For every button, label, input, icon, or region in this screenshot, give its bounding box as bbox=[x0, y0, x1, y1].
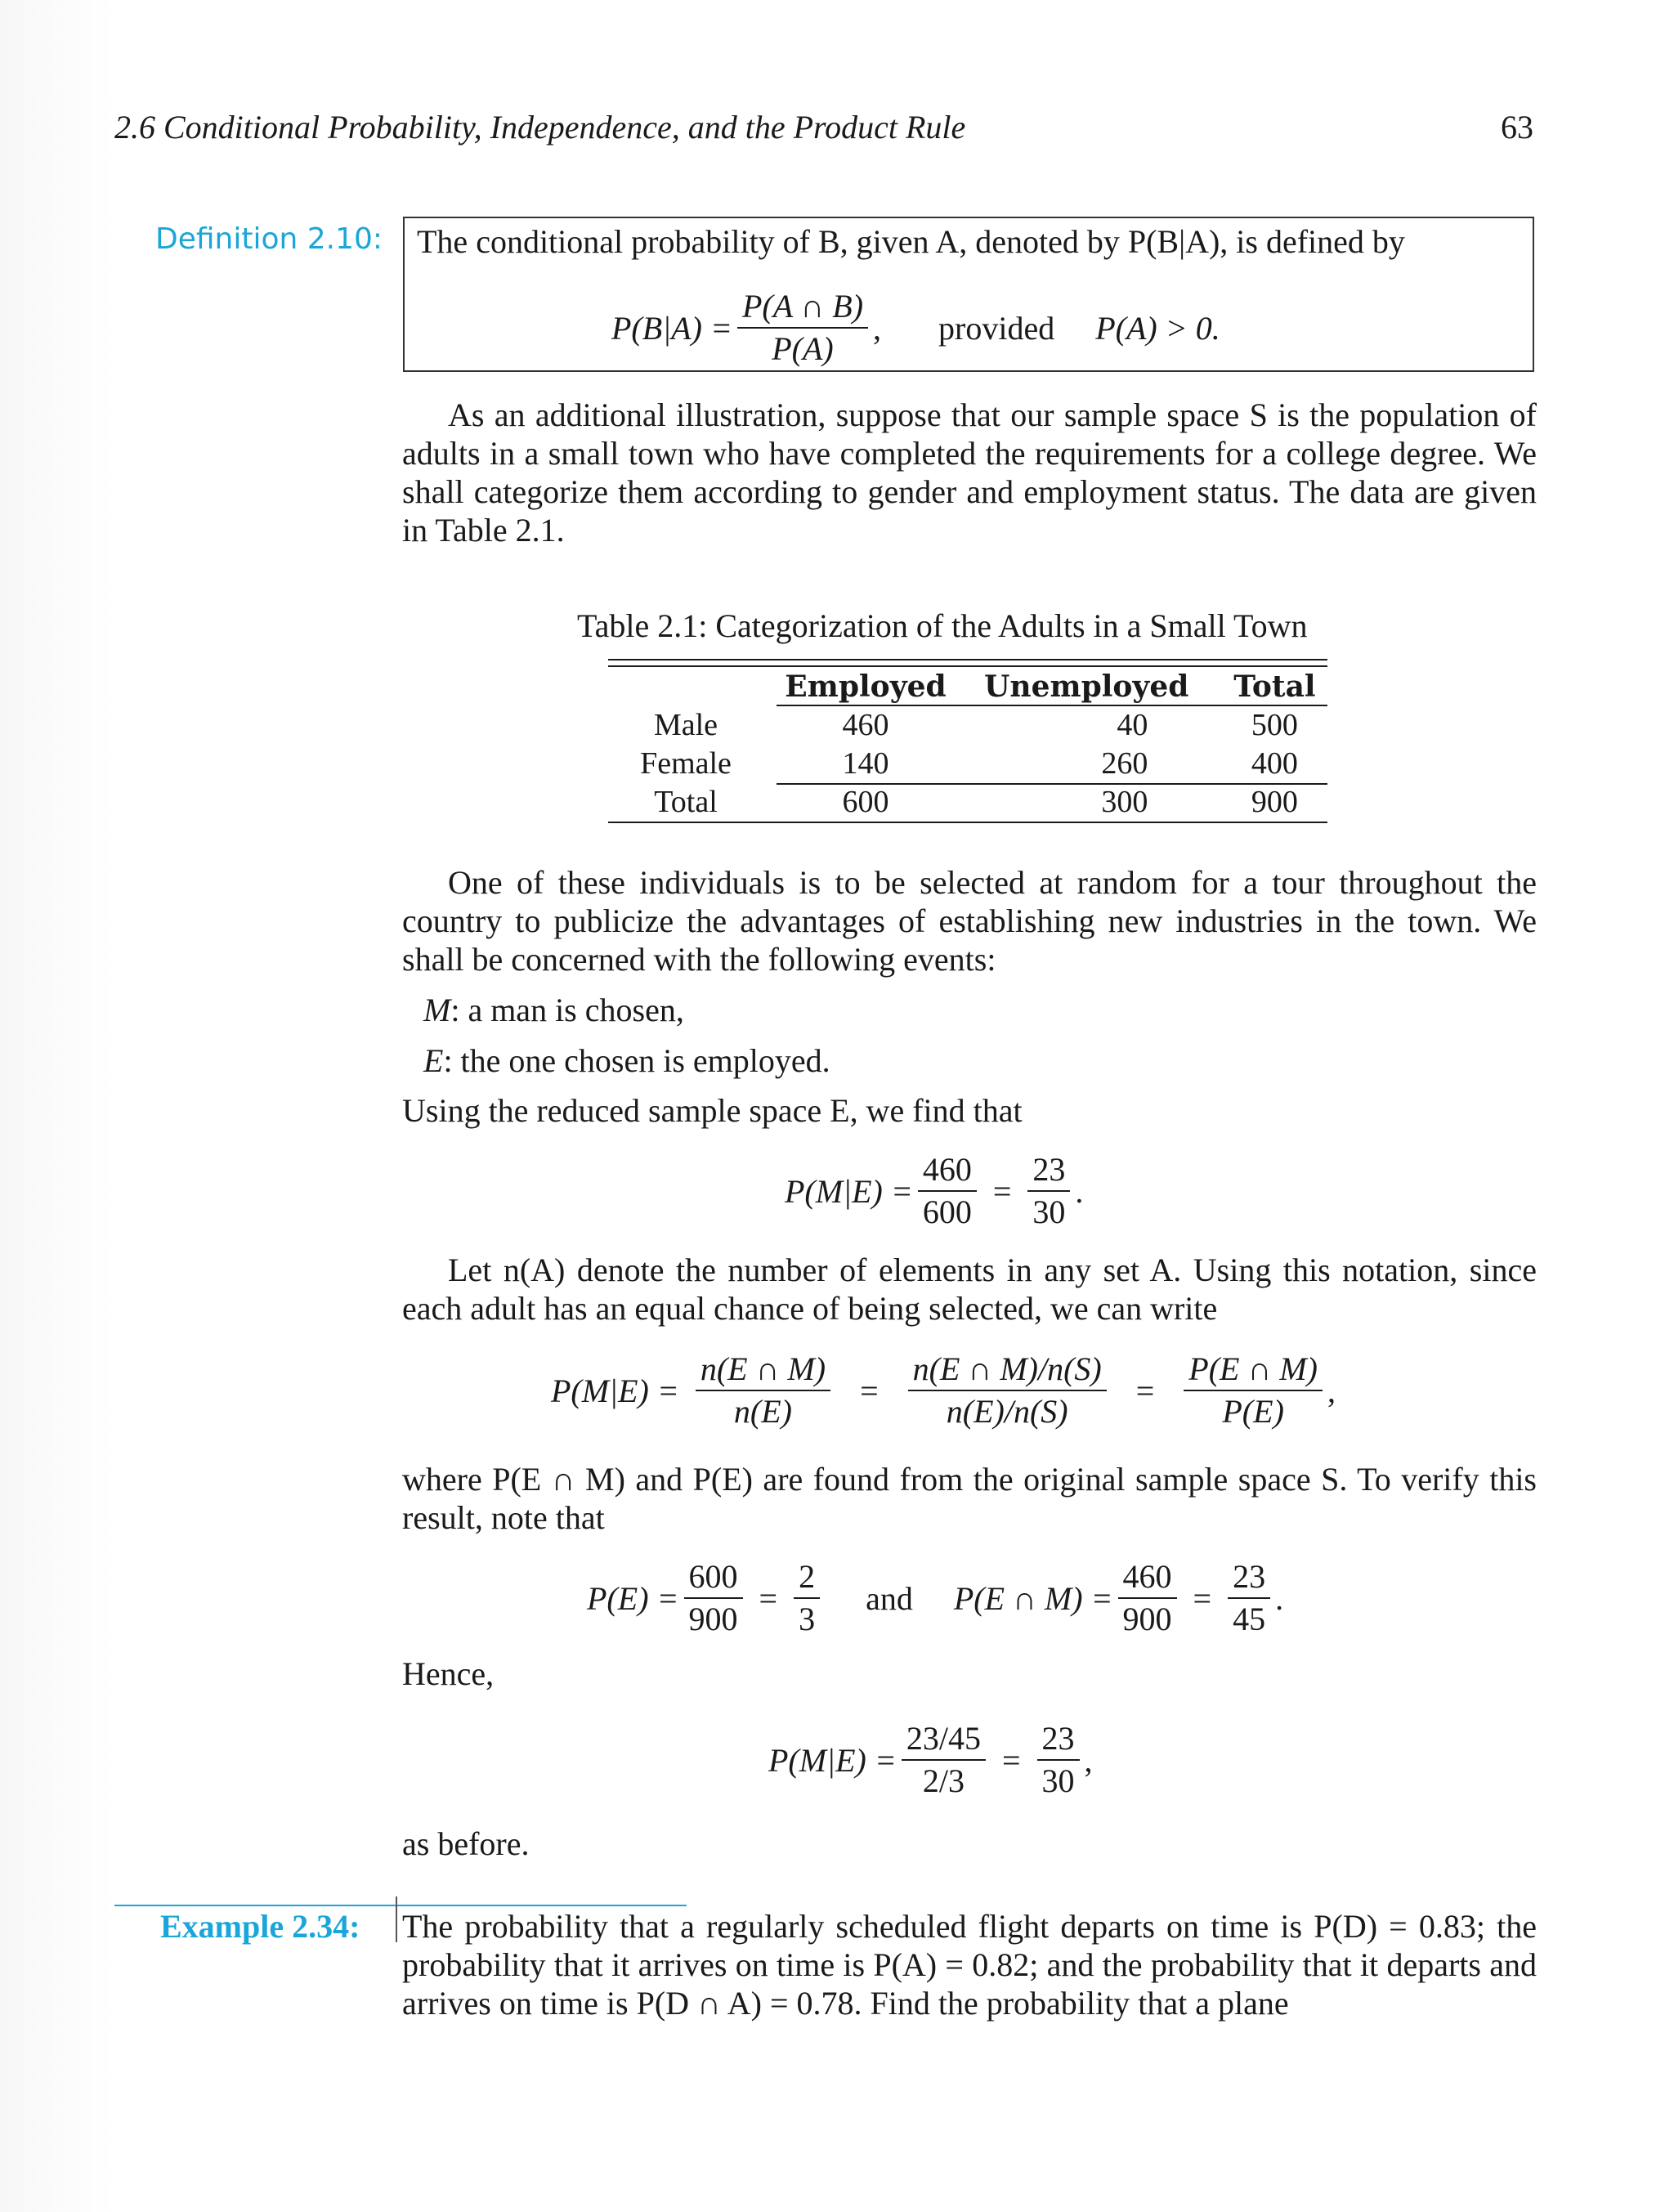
event-symbol: M bbox=[423, 992, 451, 1028]
numerator: 23 bbox=[1228, 1558, 1270, 1599]
table-cell: 900 bbox=[1251, 784, 1298, 819]
definition-equation bbox=[611, 288, 1220, 368]
numerator: 23 bbox=[1027, 1151, 1070, 1192]
eq1-fraction-2 bbox=[1027, 1151, 1070, 1231]
hence-text: Hence, bbox=[402, 1655, 495, 1692]
table-bottom-rule bbox=[608, 822, 1327, 823]
numerator: 460 bbox=[918, 1151, 977, 1192]
header-total: Total bbox=[1233, 669, 1316, 704]
eq2-lhs: P(M|E) = bbox=[551, 1372, 679, 1409]
denominator: 900 bbox=[1122, 1601, 1172, 1637]
example-label: Example 2.34: bbox=[160, 1908, 360, 1945]
numerator: 460 bbox=[1118, 1558, 1177, 1599]
as-before-text: as before. bbox=[402, 1825, 530, 1862]
table-cell: 260 bbox=[1101, 746, 1148, 781]
eq2-equals-2: = bbox=[1135, 1372, 1155, 1409]
table-total-rule bbox=[777, 783, 1327, 785]
table-cell: 460 bbox=[842, 707, 889, 742]
table-header-row bbox=[608, 667, 1344, 705]
example-separator-line bbox=[114, 1905, 687, 1906]
table-cell: 300 bbox=[1101, 784, 1148, 819]
definition-condition: P(A) > 0. bbox=[1095, 309, 1220, 347]
event-m bbox=[423, 991, 684, 1029]
eq1-equals: = bbox=[992, 1172, 1012, 1210]
event-text: : the one chosen is employed. bbox=[443, 1042, 830, 1079]
denominator: 3 bbox=[799, 1601, 816, 1637]
row-label: Female bbox=[640, 746, 732, 781]
header-unemployed: Unemployed bbox=[984, 669, 1189, 704]
numerator: 23 bbox=[1037, 1720, 1080, 1761]
eq4-fraction-1 bbox=[902, 1720, 986, 1800]
table-row bbox=[608, 744, 1344, 782]
data-table bbox=[608, 667, 1344, 821]
paragraph-verify: where P(E ∩ M) and P(E) are found from the original sample space S. To verify this result, note that bbox=[402, 1461, 1537, 1536]
definition-comma: , bbox=[873, 309, 882, 347]
table-row bbox=[608, 782, 1344, 821]
numerator: n(E ∩ M) bbox=[696, 1350, 830, 1391]
table-cell: 40 bbox=[1117, 707, 1148, 742]
eq4-equals: = bbox=[1001, 1741, 1021, 1779]
event-symbol: E bbox=[423, 1042, 444, 1079]
equation-2 bbox=[551, 1350, 1336, 1431]
example-text: The probability that a regularly scheduled flight departs on time is P(D) = 0.83; the probability that it arrives on time is P(A) = 0.82; and the probability that it departs and arrives on time is P(D ∩ A) = 0.78. Find the probability that a plane bbox=[402, 1908, 1537, 2022]
table-caption: Table 2.1: Categorization of the Adults in a Small Town bbox=[577, 607, 1308, 644]
event-text: : a man is chosen, bbox=[450, 992, 684, 1028]
equation-4 bbox=[768, 1720, 1093, 1800]
definition-text: The conditional probability of B, given A, denoted by P(B|A), is defined by bbox=[417, 223, 1405, 260]
eq3-lhs-2: P(E ∩ M) = bbox=[953, 1579, 1113, 1617]
definition-label: Definition 2.10: bbox=[155, 222, 383, 256]
eq1-fraction-1 bbox=[918, 1151, 977, 1231]
denominator: 45 bbox=[1233, 1601, 1266, 1637]
table-row bbox=[608, 705, 1344, 744]
eq2-fraction-3 bbox=[1184, 1350, 1323, 1431]
eq2-fraction-2 bbox=[908, 1350, 1107, 1431]
eq1-lhs: P(M|E) = bbox=[785, 1172, 913, 1210]
table-cell: 140 bbox=[842, 746, 889, 781]
eq3-lhs: P(E) = bbox=[587, 1579, 679, 1617]
denominator: n(E)/n(S) bbox=[946, 1393, 1068, 1430]
eq4-end: , bbox=[1084, 1741, 1093, 1779]
eq3-end: . bbox=[1275, 1579, 1284, 1617]
eq4-fraction-2 bbox=[1037, 1720, 1080, 1800]
eq2-equals-1: = bbox=[860, 1372, 879, 1409]
denominator: 600 bbox=[922, 1193, 972, 1230]
table-top-rule-1 bbox=[608, 659, 1327, 660]
equation-1 bbox=[785, 1151, 1083, 1231]
equation-3 bbox=[587, 1558, 1283, 1638]
row-label: Total bbox=[654, 784, 718, 819]
eq3-fraction-1 bbox=[684, 1558, 743, 1638]
eq4-lhs: P(M|E) = bbox=[768, 1741, 897, 1779]
paragraph-reduced: Using the reduced sample space E, we find that bbox=[402, 1092, 1023, 1129]
table-cell: 600 bbox=[842, 784, 889, 819]
denominator: 30 bbox=[1032, 1193, 1066, 1230]
denominator: P(E) bbox=[1222, 1393, 1284, 1430]
definition-lhs: P(B|A) = bbox=[611, 309, 732, 347]
definition-provided: provided bbox=[938, 309, 1055, 347]
eq3-fraction-4 bbox=[1228, 1558, 1270, 1638]
eq1-end: . bbox=[1075, 1172, 1084, 1210]
paragraph-selection: One of these individuals is to be selected at random for a tour throughout the country to publicize the advantages of establishing new industries in the town. We shall be concerned with the following events: bbox=[402, 864, 1537, 978]
denominator: 2/3 bbox=[922, 1762, 965, 1799]
eq3-equals-1: = bbox=[759, 1579, 778, 1617]
denominator: n(E) bbox=[733, 1393, 792, 1430]
eq2-end: , bbox=[1327, 1372, 1336, 1409]
example-vertical-bar bbox=[396, 1896, 397, 1942]
paragraph-illustration: As an additional illustration, suppose that our sample space S is the population of adults in a small town who have completed the requirements for a college degree. We shall categorize them according to gender and employment status. The data are given in Table 2.1. bbox=[402, 396, 1537, 549]
data-table-wrapper bbox=[608, 667, 1344, 821]
table-corner bbox=[608, 667, 763, 705]
numerator: P(E ∩ M) bbox=[1184, 1350, 1323, 1391]
table-header-underline bbox=[777, 705, 1327, 706]
eq3-equals-2: = bbox=[1193, 1579, 1212, 1617]
page-shadow bbox=[0, 0, 114, 2212]
header-employed: Employed bbox=[785, 669, 947, 704]
paragraph-notation: Let n(A) denote the number of elements in any set A. Using this notation, since each adult has an equal chance of being selected, we can write bbox=[402, 1252, 1537, 1327]
eq2-fraction-1 bbox=[696, 1350, 830, 1431]
definition-fraction bbox=[737, 288, 868, 368]
eq3-fraction-3 bbox=[1118, 1558, 1177, 1638]
numerator: 2 bbox=[794, 1558, 820, 1599]
definition-numerator: P(A ∩ B) bbox=[737, 288, 868, 329]
numerator: 600 bbox=[684, 1558, 743, 1599]
table-cell: 500 bbox=[1251, 707, 1298, 742]
denominator: 900 bbox=[688, 1601, 738, 1637]
definition-denominator: P(A) bbox=[772, 330, 834, 367]
denominator: 30 bbox=[1041, 1762, 1075, 1799]
eq3-fraction-2 bbox=[794, 1558, 820, 1638]
numerator: 23/45 bbox=[902, 1720, 986, 1761]
row-label: Male bbox=[653, 707, 718, 742]
page-number: 63 bbox=[1501, 109, 1533, 146]
numerator: n(E ∩ M)/n(S) bbox=[908, 1350, 1107, 1391]
table-cell: 400 bbox=[1251, 746, 1298, 781]
eq3-and: and bbox=[866, 1579, 913, 1617]
event-e bbox=[423, 1041, 830, 1080]
running-header: 2.6 Conditional Probability, Independence, and the Product Rule bbox=[114, 109, 966, 146]
